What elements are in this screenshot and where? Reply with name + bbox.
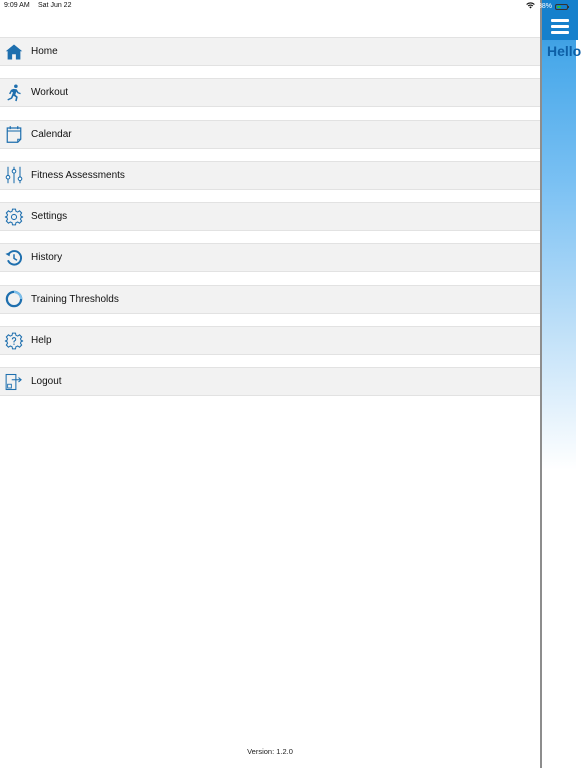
battery-level xyxy=(557,6,561,8)
menu-item-settings[interactable] xyxy=(0,202,540,231)
wifi-icon xyxy=(526,2,535,11)
menu-item-calendar[interactable] xyxy=(0,120,540,149)
ring-icon xyxy=(5,290,23,308)
main-page-peek xyxy=(537,0,581,768)
menu-item-workout[interactable] xyxy=(0,78,540,107)
battery-icon xyxy=(555,4,568,10)
sliders-icon xyxy=(5,166,23,184)
menu-label: Home xyxy=(31,46,58,57)
menu-label: Fitness Assessments xyxy=(31,169,125,181)
gear-icon xyxy=(5,208,23,226)
help-gear-icon xyxy=(5,332,23,350)
status-time: 9:09 AM xyxy=(4,2,30,9)
status-date: Sat Jun 22 xyxy=(38,2,72,9)
app-version: Version: 1.2.0 xyxy=(247,747,293,756)
status-indicators xyxy=(526,2,568,11)
menu-label: Help xyxy=(31,335,52,347)
calendar-icon xyxy=(5,125,23,143)
menu-list xyxy=(0,37,540,409)
menu-label: Training Thresholds xyxy=(31,293,119,305)
menu-label: History xyxy=(31,252,63,264)
history-clock-icon xyxy=(5,249,23,267)
greeting-heading: Hello xyxy=(547,43,581,59)
menu-item-training-thresholds[interactable] xyxy=(0,285,540,314)
menu-item-history[interactable] xyxy=(0,243,540,272)
menu-item-help[interactable] xyxy=(0,326,540,355)
battery-percent: 38% xyxy=(537,3,552,10)
menu-label: Logout xyxy=(31,376,62,388)
menu-item-home[interactable] xyxy=(0,37,540,66)
logout-icon xyxy=(5,373,23,391)
status-bar xyxy=(0,0,576,12)
home-icon xyxy=(5,43,23,61)
hamburger-menu-icon[interactable] xyxy=(550,8,570,36)
menu-label: Workout xyxy=(31,87,69,99)
menu-label: Calendar xyxy=(31,128,72,140)
menu-item-fitness-assessments[interactable] xyxy=(0,161,540,190)
menu-item-logout[interactable] xyxy=(0,367,540,396)
running-person-icon xyxy=(5,84,23,102)
menu-label: Settings xyxy=(31,211,68,223)
